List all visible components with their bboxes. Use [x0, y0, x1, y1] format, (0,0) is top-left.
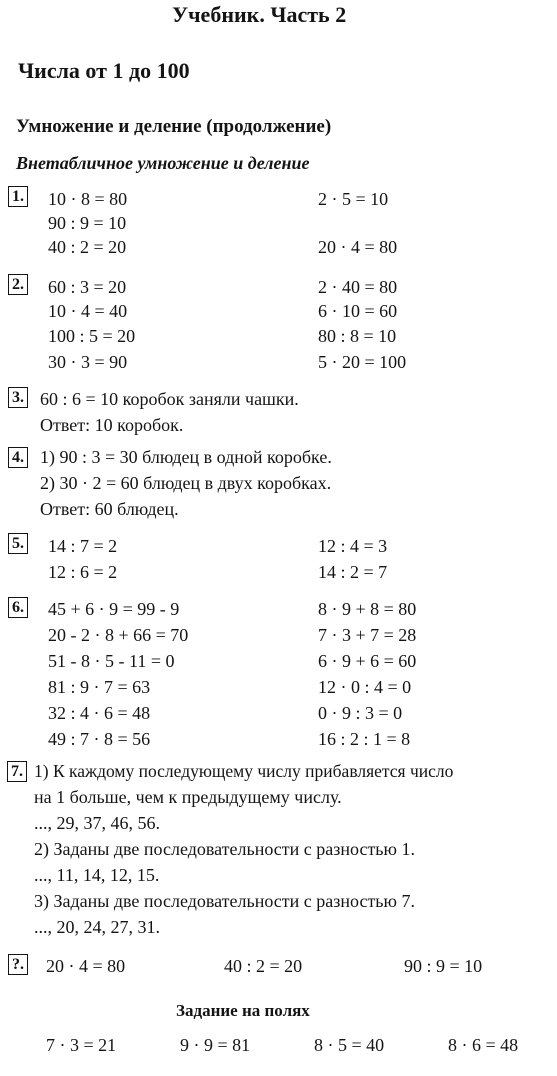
task-number-7: 7.	[7, 761, 27, 782]
task1-right-1: 2 · 5 = 10	[318, 189, 389, 209]
margin-item-1: 7 · 3 = 21	[46, 1035, 117, 1055]
task5-right-1: 12 : 4 = 3	[318, 536, 388, 556]
margin-item-4: 8 · 6 = 48	[448, 1035, 519, 1055]
task-number-5: 5.	[8, 533, 28, 554]
task1-right-2: 20 · 4 = 80	[318, 237, 398, 257]
task1-left-3: 40 : 2 = 20	[48, 237, 127, 257]
task6-right-3: 6 · 9 + 6 = 60	[318, 651, 417, 671]
task6-right-5: 0 · 9 : 3 = 0	[318, 703, 403, 723]
task7-line-7: ..., 20, 24, 27, 31.	[34, 917, 160, 937]
task-number-question: ?.	[8, 954, 28, 975]
task3-line-2: Ответ: 10 коробок.	[40, 415, 184, 435]
task1-left-1: 10 · 8 = 80	[48, 189, 128, 209]
page-header: Учебник. Часть 2	[172, 2, 347, 27]
chapter-title: Числа от 1 до 100	[18, 58, 190, 83]
task5-left-2: 12 : 6 = 2	[48, 562, 118, 582]
task6-right-6: 16 : 2 : 1 = 8	[318, 729, 411, 749]
margin-item-3: 8 · 5 = 40	[314, 1035, 385, 1055]
task2-left-2: 10 · 4 = 40	[48, 301, 128, 321]
task2-right-4: 5 · 20 = 100	[318, 352, 407, 372]
task7-line-3: ..., 29, 37, 46, 56.	[34, 813, 160, 833]
topic-title: Внетабличное умножение и деление	[16, 153, 310, 173]
section-title: Умножение и деление (продолжение)	[16, 116, 332, 137]
task-number-3: 3.	[8, 387, 28, 408]
task6-left-6: 49 : 7 · 8 = 56	[48, 729, 151, 749]
task2-right-3: 80 : 8 = 10	[318, 326, 397, 346]
task7-line-1: 1) К каждому последующему числу прибавляется число	[34, 761, 454, 781]
task6-left-2: 20 - 2 · 8 + 66 = 70	[48, 625, 189, 645]
task4-line-3: Ответ: 60 блюдец.	[40, 499, 179, 519]
task2-left-4: 30 · 3 = 90	[48, 352, 128, 372]
task6-right-2: 7 · 3 + 7 = 28	[318, 625, 417, 645]
task6-left-4: 81 : 9 · 7 = 63	[48, 677, 151, 697]
task6-left-5: 32 : 4 · 6 = 48	[48, 703, 151, 723]
task6-right-4: 12 · 0 : 4 = 0	[318, 677, 412, 697]
task4-line-1: 1) 90 : 3 = 30 блюдец в одной коробке.	[40, 447, 332, 467]
task6-left-1: 45 + 6 · 9 = 99 - 9	[48, 599, 180, 619]
task-number-2: 2.	[8, 274, 28, 295]
task5-right-2: 14 : 2 = 7	[318, 562, 388, 582]
task2-right-2: 6 · 10 = 60	[318, 301, 398, 321]
task2-left-3: 100 : 5 = 20	[48, 326, 136, 346]
task7-line-2: на 1 больше, чем к предыдущему числу.	[34, 787, 342, 807]
task6-left-3: 51 - 8 · 5 - 11 = 0	[48, 651, 175, 671]
taskq-item-2: 40 : 2 = 20	[224, 956, 303, 976]
margin-task-title: Задание на полях	[176, 1001, 310, 1020]
task2-right-1: 2 · 40 = 80	[318, 277, 398, 297]
task-number-1: 1.	[8, 186, 28, 207]
task7-line-4: 2) Заданы две последовательности с разностью 1.	[34, 839, 415, 859]
taskq-item-1: 20 · 4 = 80	[46, 956, 126, 976]
task7-line-6: 3) Заданы две последовательности с разностью 7.	[34, 891, 415, 911]
taskq-item-3: 90 : 9 = 10	[404, 956, 483, 976]
task-number-4: 4.	[8, 447, 28, 468]
task3-line-1: 60 : 6 = 10 коробок заняли чашки.	[40, 389, 299, 409]
task2-left-1: 60 : 3 = 20	[48, 277, 127, 297]
task5-left-1: 14 : 7 = 2	[48, 536, 118, 556]
margin-item-2: 9 · 9 = 81	[180, 1035, 251, 1055]
task4-line-2: 2) 30 · 2 = 60 блюдец в двух коробках.	[40, 473, 332, 493]
task7-line-5: ..., 11, 14, 12, 15.	[34, 865, 160, 885]
task1-left-2: 90 : 9 = 10	[48, 213, 127, 233]
task-number-6: 6.	[8, 597, 28, 618]
task6-right-1: 8 · 9 + 8 = 80	[318, 599, 417, 619]
